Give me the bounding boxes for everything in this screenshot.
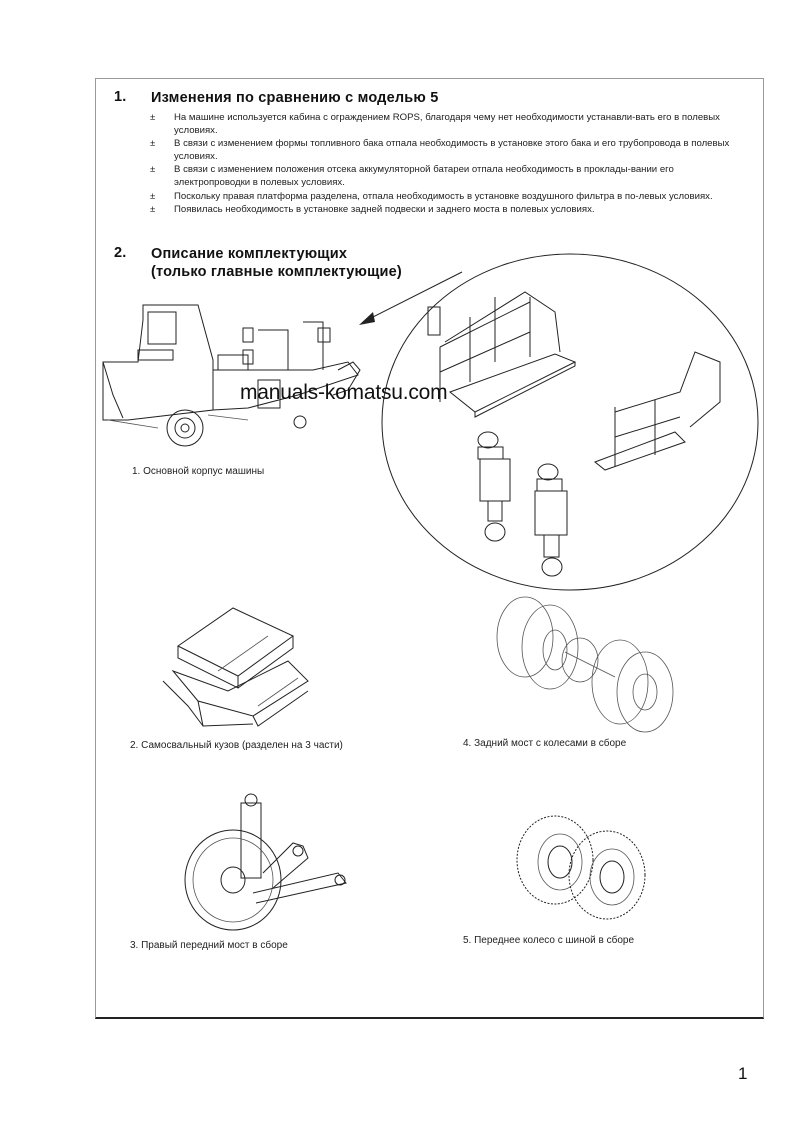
suspension-cylinder-1	[478, 432, 510, 541]
machine-body-illustration	[98, 300, 398, 450]
plus-minus-icon: ±	[150, 204, 156, 216]
list-item: ± В связи с изменением формы топливного бака отпала необходимость в установке этого бака и его трубопровода в полевых условиях.	[150, 138, 730, 162]
watermark: manuals-komatsu.com	[240, 381, 448, 404]
suspension-cylinder-2	[535, 464, 567, 576]
plus-minus-icon: ±	[150, 164, 156, 176]
figure-5-caption: 5. Переднее колесо с шиной в сборе	[463, 935, 635, 946]
list-item: ± Поскольку правая платформа разделена, отпала необходимость в установке воздушного фильтра в по-левых условиях.	[150, 190, 713, 202]
figure-1-caption: 1. Основной корпус машины	[132, 466, 265, 477]
page-number: 1	[738, 1064, 748, 1083]
section-2-title-line1: Описание комплектующих	[151, 246, 348, 262]
front-wheels-illustration	[515, 815, 655, 925]
section-1-title: Изменения по сравнению с моделью 5	[151, 90, 439, 106]
plus-minus-icon: ±	[150, 112, 156, 123]
section-1-number: 1.	[114, 89, 127, 105]
list-item: ± В связи с изменением положения отсека аккумуляторной батареи отпала необходимость в проклады-вании его электропроводки в полевых условиях.	[150, 164, 674, 188]
list-item: ± Появилась необходимость в установке задней подвески и заднего моста в полевых условиях.	[150, 204, 595, 216]
front-axle-illustration	[178, 788, 358, 938]
plus-minus-icon: ±	[150, 190, 156, 202]
changes-list	[150, 112, 740, 218]
rear-axle-illustration	[485, 592, 685, 732]
list-item: ± На машине используется кабина с ограждением ROPS, благодаря чему нет необходимости устанавли-вать его в полевых условиях.	[150, 112, 720, 136]
detail-circle-illustration	[380, 252, 760, 592]
section-2-number: 2.	[114, 245, 127, 261]
section-2-title-line2: (только главные комплектующие)	[151, 264, 402, 280]
figure-3-caption: 3. Правый передний мост в сборе	[130, 940, 288, 951]
dump-body-illustration	[158, 596, 328, 736]
figure-2-caption: 2. Самосвальный кузов (разделен на 3 части)	[130, 740, 343, 751]
figure-4-caption: 4. Задний мост с колесами в сборе	[463, 738, 627, 749]
plus-minus-icon: ±	[150, 138, 156, 150]
